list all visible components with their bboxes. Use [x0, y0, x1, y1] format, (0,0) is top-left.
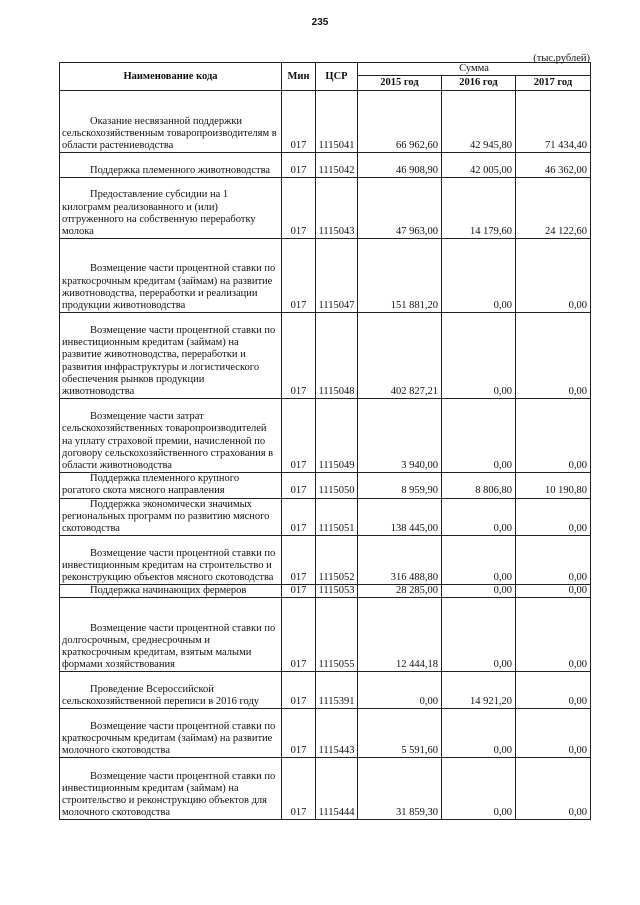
row-min: 017 — [282, 758, 316, 820]
table-row — [60, 498, 591, 536]
row-value-2016: 8 806,80 — [442, 473, 516, 498]
header-csr: ЦСР — [316, 63, 358, 91]
row-name — [60, 313, 282, 399]
row-value-2015: 8 959,90 — [358, 473, 442, 498]
row-name — [60, 598, 282, 672]
row-value-2015: 316 488,80 — [358, 536, 442, 585]
row-value-2017: 46 362,00 — [516, 153, 591, 178]
row-value-2016: 0,00 — [442, 536, 516, 585]
row-name — [60, 709, 282, 758]
row-min: 017 — [282, 585, 316, 598]
row-name — [60, 153, 282, 178]
row-name-text: Возмещение части затрат сельскохозяйственных товаропроизводителей на уплату страховой премии, начисленной по договору сельскохозяйственного страхования в области животноводства — [62, 411, 274, 471]
row-value-2016: 0,00 — [442, 498, 516, 536]
table-row — [60, 178, 591, 239]
row-value-2016: 14 179,60 — [442, 178, 516, 239]
row-value-2017: 24 122,60 — [516, 178, 591, 239]
row-min: 017 — [282, 498, 316, 536]
row-value-2015: 28 285,00 — [358, 585, 442, 598]
row-csr: 1115052 — [316, 536, 358, 585]
header-min: Мин — [282, 63, 316, 91]
row-value-2015: 0,00 — [358, 672, 442, 709]
row-name — [60, 585, 282, 598]
row-value-2015: 47 963,00 — [358, 178, 442, 239]
row-name-text: Поддержка начинающих фермеров — [90, 585, 247, 597]
row-value-2017: 0,00 — [516, 598, 591, 672]
row-name — [60, 473, 282, 498]
row-value-2016: 0,00 — [442, 313, 516, 399]
row-name-text: Возмещение части процентной ставки по инвестиционным кредитам (займам) на развитие животноводства, переработки и развития инфраструктуры и логистического обеспечения рынков продукции животноводства — [62, 324, 276, 397]
row-name-text: Предоставление субсидии на 1 килограмм реализованного и (или) отгруженного на собственную переработку молока — [62, 189, 256, 237]
row-value-2017: 71 434,40 — [516, 91, 591, 153]
row-value-2017: 0,00 — [516, 536, 591, 585]
row-value-2017: 0,00 — [516, 758, 591, 820]
row-value-2016: 14 921,20 — [442, 672, 516, 709]
row-value-2017: 0,00 — [516, 672, 591, 709]
table-row — [60, 399, 591, 473]
row-name-text: Поддержка племенного крупного рогатого скота мясного направления — [62, 473, 240, 497]
header-sum: Сумма — [358, 63, 591, 76]
row-name — [60, 536, 282, 585]
row-min: 017 — [282, 536, 316, 585]
row-value-2015: 31 859,30 — [358, 758, 442, 820]
row-csr: 1115047 — [316, 239, 358, 313]
row-csr: 1115051 — [316, 498, 358, 536]
header-2017: 2017 год — [516, 76, 591, 91]
header-name: Наименование кода — [60, 63, 282, 91]
row-min: 017 — [282, 709, 316, 758]
table-row — [60, 672, 591, 709]
table-row — [60, 585, 591, 598]
table-row — [60, 536, 591, 585]
row-name-text: Оказание несвязанной поддержки сельскохозяйственным товаропроизводителям в области растениеводства — [62, 115, 277, 151]
row-min: 017 — [282, 153, 316, 178]
row-csr: 1115391 — [316, 672, 358, 709]
row-csr: 1115053 — [316, 585, 358, 598]
table-row — [60, 758, 591, 820]
row-value-2016: 42 005,00 — [442, 153, 516, 178]
row-min: 017 — [282, 399, 316, 473]
row-min: 017 — [282, 239, 316, 313]
row-value-2017: 10 190,80 — [516, 473, 591, 498]
row-csr: 1115444 — [316, 758, 358, 820]
row-min: 017 — [282, 672, 316, 709]
page-number: 235 — [311, 17, 329, 28]
row-name — [60, 672, 282, 709]
row-value-2015: 138 445,00 — [358, 498, 442, 536]
table-row — [60, 598, 591, 672]
row-value-2016: 0,00 — [442, 585, 516, 598]
row-value-2017: 0,00 — [516, 585, 591, 598]
row-value-2015: 5 591,60 — [358, 709, 442, 758]
row-value-2016: 42 945,80 — [442, 91, 516, 153]
row-value-2016: 0,00 — [442, 598, 516, 672]
row-value-2017: 0,00 — [516, 709, 591, 758]
row-value-2015: 151 881,20 — [358, 239, 442, 313]
row-name — [60, 239, 282, 313]
row-min: 017 — [282, 473, 316, 498]
row-value-2017: 0,00 — [516, 399, 591, 473]
row-name-text: Поддержка племенного животноводства — [90, 165, 271, 176]
row-value-2017: 0,00 — [516, 239, 591, 313]
header-2016: 2016 год — [442, 76, 516, 91]
row-csr: 1115042 — [316, 153, 358, 178]
row-name-text: Проведение Всероссийской сельскохозяйственной переписи в 2016 году — [62, 684, 260, 708]
row-csr: 1115043 — [316, 178, 358, 239]
row-name-text: Возмещение части процентной ставки по инвестиционным кредитам (займам) на строительство и реконструкцию объектов для молочного скотоводства — [62, 770, 276, 819]
row-name-text: Поддержка экономически значимых региональных программ по развитию мясного скотоводства — [62, 498, 270, 535]
row-value-2016: 0,00 — [442, 399, 516, 473]
row-value-2015: 46 908,90 — [358, 153, 442, 178]
row-csr: 1115048 — [316, 313, 358, 399]
row-value-2016: 0,00 — [442, 758, 516, 820]
row-name-text: Возмещение части процентной ставки по инвестиционным кредитам на строительство и реконструкцию объектов мясного скотоводства — [62, 547, 276, 584]
row-min: 017 — [282, 178, 316, 239]
row-name — [60, 758, 282, 820]
row-min: 017 — [282, 598, 316, 672]
table-row — [60, 313, 591, 399]
row-value-2015: 3 940,00 — [358, 399, 442, 473]
row-value-2015: 66 962,60 — [358, 91, 442, 153]
table-row — [60, 473, 591, 498]
table-row — [60, 709, 591, 758]
header-2015: 2015 год — [358, 76, 442, 91]
table-row — [60, 153, 591, 178]
table-row — [60, 91, 591, 153]
row-name-text: Возмещение части процентной ставки по долгосрочным, среднесрочным и краткосрочным кредитам, взятым малыми формами хозяйствования — [62, 622, 276, 671]
row-name — [60, 91, 282, 153]
row-value-2016: 0,00 — [442, 709, 516, 758]
budget-table — [59, 62, 591, 820]
row-name-text: Возмещение части процентной ставки по краткосрочным кредитам (займам) на развитие животноводства, переработки и реализации продукции животноводства — [62, 263, 276, 311]
row-value-2017: 0,00 — [516, 498, 591, 536]
row-min: 017 — [282, 91, 316, 153]
units-label: (тыс.рублей) — [533, 53, 590, 64]
row-name-text: Возмещение части процентной ставки по краткосрочным кредитам (займам) на развитие молочного скотоводства — [62, 720, 276, 757]
row-name — [60, 399, 282, 473]
table-row — [60, 239, 591, 313]
row-name — [60, 498, 282, 536]
row-csr: 1115055 — [316, 598, 358, 672]
row-csr: 1115041 — [316, 91, 358, 153]
row-value-2015: 12 444,18 — [358, 598, 442, 672]
row-value-2016: 0,00 — [442, 239, 516, 313]
row-csr: 1115050 — [316, 473, 358, 498]
row-value-2017: 0,00 — [516, 313, 591, 399]
row-min: 017 — [282, 313, 316, 399]
row-value-2015: 402 827,21 — [358, 313, 442, 399]
row-csr: 1115049 — [316, 399, 358, 473]
row-csr: 1115443 — [316, 709, 358, 758]
row-name — [60, 178, 282, 239]
